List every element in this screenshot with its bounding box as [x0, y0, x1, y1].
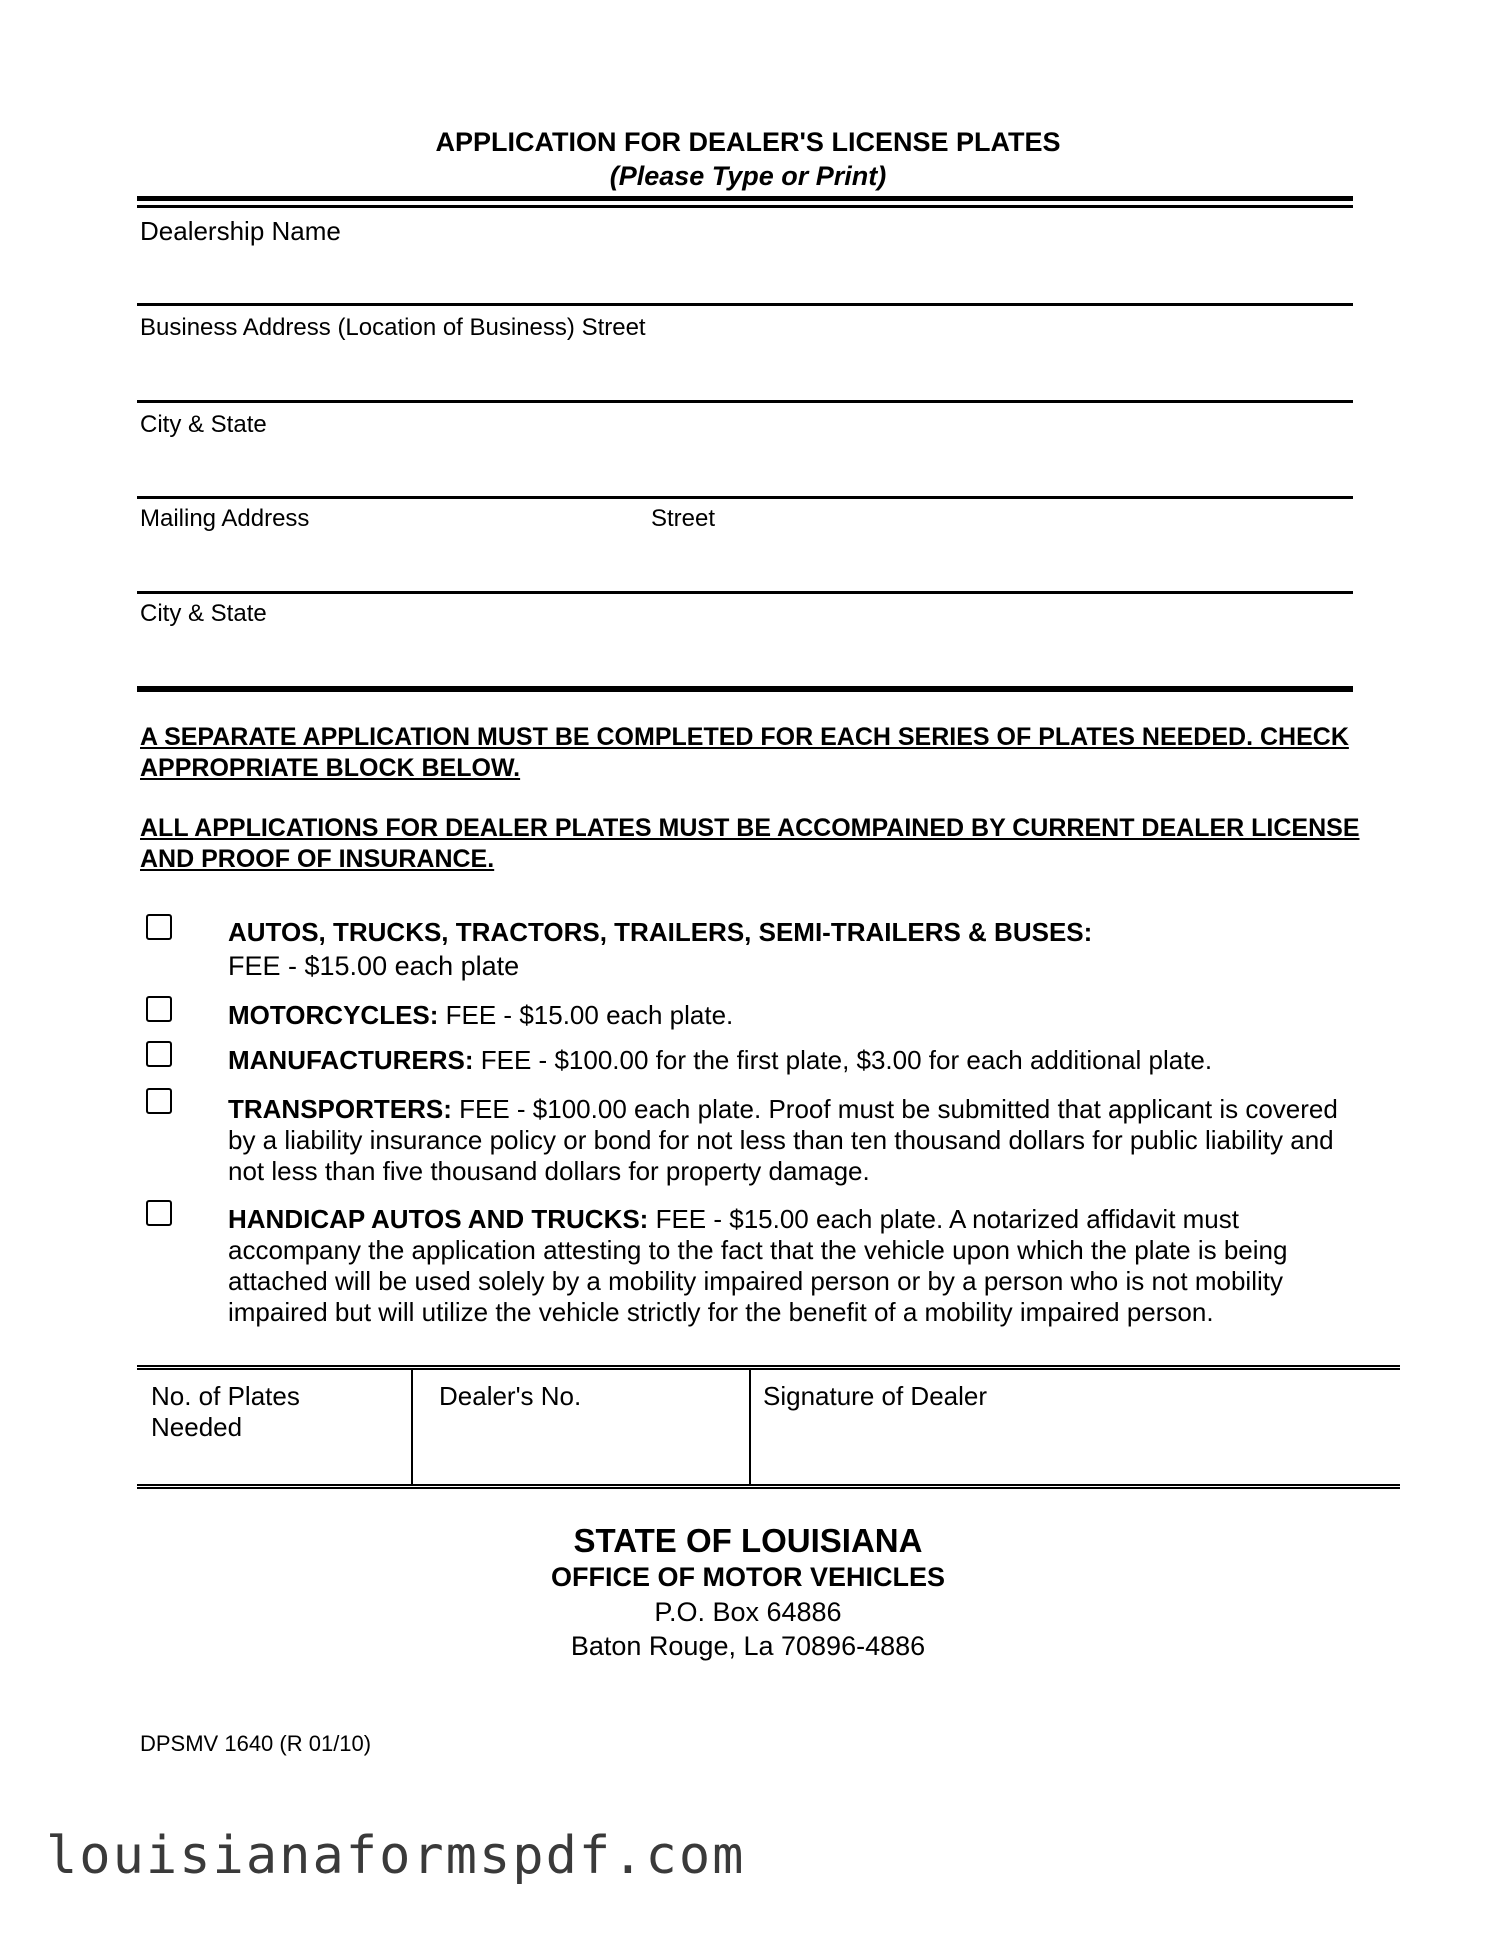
office-city: Baton Rouge, La 70896-4886: [570, 1631, 926, 1661]
office-name: OFFICE OF MOTOR VEHICLES: [550, 1562, 946, 1592]
mailing-address-label: Mailing Address: [140, 505, 310, 532]
motorcycles-fee: FEE - $15.00 each plate.: [438, 1000, 734, 1030]
manufacturers-fee: FEE - $100.00 for the first plate, $3.00 for each additional plate.: [473, 1045, 1213, 1075]
autos-trucks-heading: AUTOS, TRUCKS, TRACTORS, TRAILERS, SEMI-TRAILERS & BUSES:: [228, 917, 1093, 947]
business-address-field[interactable]: [137, 400, 1353, 403]
handicap-heading: HANDICAP AUTOS AND TRUCKS:: [228, 1204, 649, 1234]
handicap-fee: FEE - $15.00 each plate. A notarized affidavit must accompany the application attesting to the fact that the vehicle upon which the plate is being attached will be used solely by a mobility impaired person or by a person who is not mobility impaired but will utilize the vehicle strictly for the benefit of a mobility impaired person.: [228, 1204, 1288, 1327]
separate-application-notice: A SEPARATE APPLICATION MUST BE COMPLETED FOR EACH SERIES OF PLATES NEEDED. CHECK APPROPRIATE BLOCK BELOW.: [140, 723, 1349, 782]
transporters-fee: FEE - $100.00 each plate. Proof must be submitted that applicant is covered by a liability insurance policy or bond for not less than ten thousand dollars for public liability and not less than five thousand dollars for property damage.: [228, 1094, 1338, 1186]
motorcycles-checkbox[interactable]: [146, 996, 172, 1022]
form-subtitle: (Please Type or Print): [609, 161, 887, 191]
table-bottom-rule: [137, 1484, 1400, 1489]
transporters-option: [228, 1094, 1348, 1187]
business-address-label: Business Address (Location of Business) Street: [140, 314, 646, 341]
header-rule-thin: [137, 205, 1353, 208]
autos-trucks-fee: FEE - $15.00 each plate: [228, 951, 520, 981]
handicap-checkbox[interactable]: [146, 1200, 172, 1226]
motorcycles-option: [228, 1000, 1348, 1031]
header-rule-thick: [137, 196, 1353, 201]
table-divider-2: [749, 1370, 751, 1484]
dealership-name-field[interactable]: [137, 303, 1353, 306]
table-top-rule: [137, 1365, 1400, 1370]
dealer-info-table: [137, 1365, 1400, 1489]
mailing-street-label: Street: [651, 505, 716, 532]
insurance-notice: ALL APPLICATIONS FOR DEALER PLATES MUST BE ACCOMPAINED BY CURRENT DEALER LICENSE AND PROOF OF INSURANCE.: [140, 814, 1360, 873]
dealer-number-cell[interactable]: Dealer's No.: [439, 1381, 582, 1411]
manufacturers-heading: MANUFACTURERS:: [228, 1045, 474, 1075]
manufacturers-checkbox[interactable]: [146, 1041, 172, 1067]
table-divider-1: [411, 1370, 413, 1484]
autos-trucks-option: [228, 917, 1348, 984]
motorcycles-heading: MOTORCYCLES:: [228, 1000, 439, 1030]
transporters-heading: TRANSPORTERS:: [228, 1094, 452, 1124]
city-state-label: City & State: [140, 411, 267, 438]
mailing-address-field[interactable]: [137, 591, 1353, 594]
transporters-checkbox[interactable]: [146, 1088, 172, 1114]
handicap-option: [228, 1204, 1348, 1328]
form-number: DPSMV 1640 (R 01/10): [140, 1731, 372, 1756]
plates-needed-cell[interactable]: No. of Plates Needed: [151, 1381, 300, 1442]
mailing-city-state-label: City & State: [140, 600, 267, 627]
manufacturers-option: [228, 1045, 1348, 1076]
po-box: P.O. Box 64886: [654, 1597, 842, 1627]
mailing-city-state-field[interactable]: [137, 686, 1353, 692]
watermark-text: louisianaformspdf.com: [46, 1826, 746, 1886]
autos-trucks-checkbox[interactable]: [146, 914, 172, 940]
dealer-signature-cell[interactable]: Signature of Dealer: [763, 1381, 988, 1411]
city-state-field[interactable]: [137, 496, 1353, 499]
dealership-name-label: Dealership Name: [140, 216, 341, 246]
state-name: STATE OF LOUISIANA: [573, 1522, 923, 1559]
form-title: APPLICATION FOR DEALER'S LICENSE PLATES: [435, 127, 1061, 157]
